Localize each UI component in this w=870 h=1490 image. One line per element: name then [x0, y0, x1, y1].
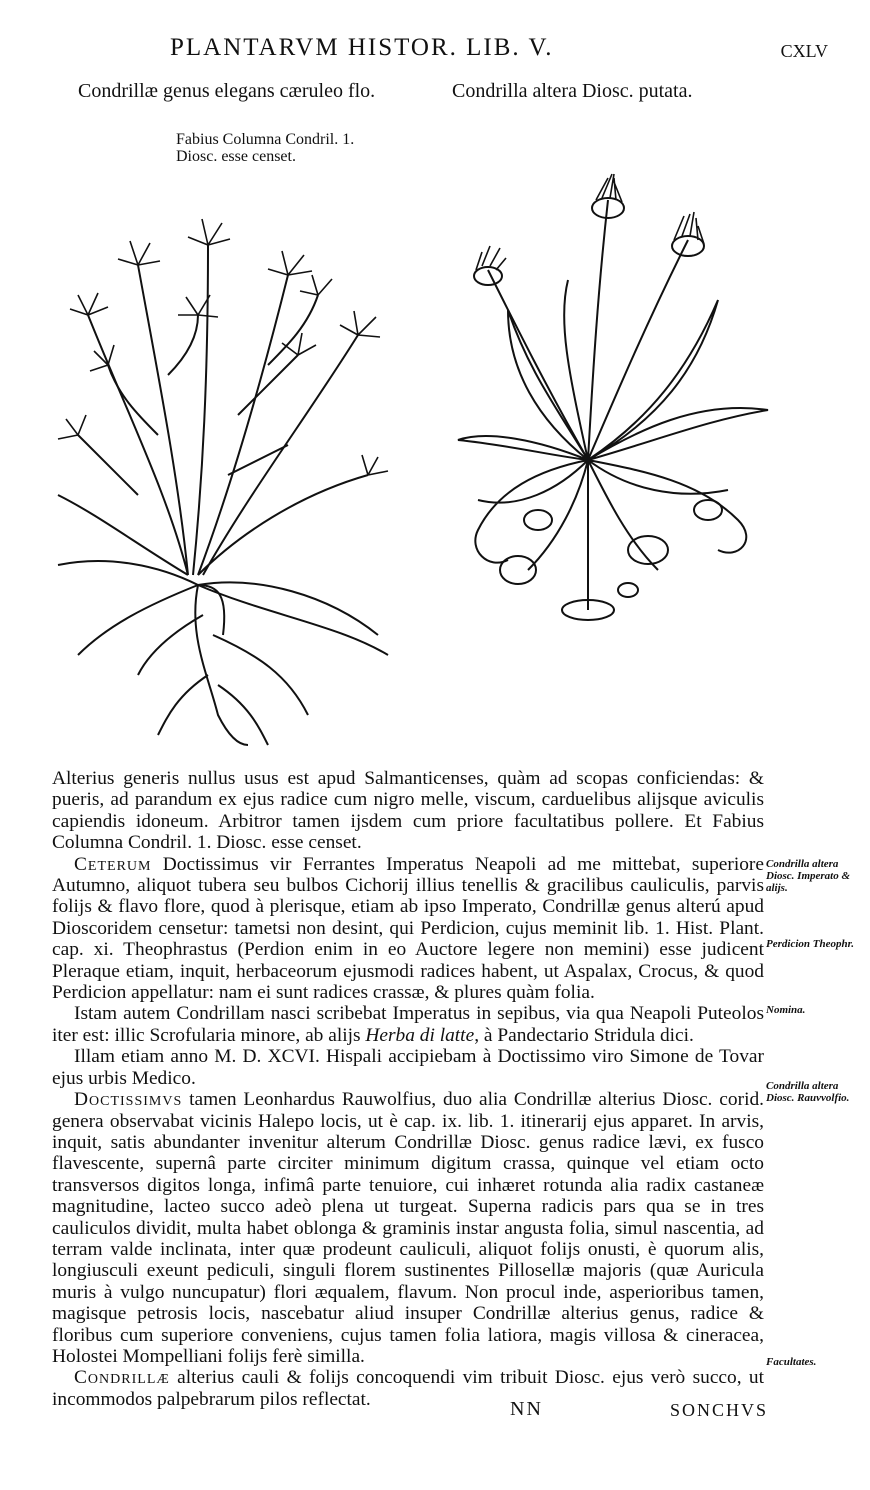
running-title: PLANTARVM HISTOR. LIB. V. — [170, 34, 554, 61]
catchword: SONCHVS — [670, 1400, 769, 1420]
marginal-note: Condrilla altera Diosc. Rauvvolfio. — [766, 1080, 850, 1104]
woodcut-condrilla-caerulea — [38, 115, 418, 755]
paragraph — [52, 1089, 764, 1367]
paragraph — [52, 1367, 764, 1410]
paragraph — [52, 768, 764, 854]
marginal-note: Condrilla altera Diosc. Imperato & alijs. — [766, 858, 851, 894]
figure-caption-left: Condrillæ genus elegans cæruleo flo. — [78, 80, 376, 102]
paragraph-text: Illam etiam anno M. D. XCVI. Hispali accipiebam à Doctissimo viro Simone de Tovar ejus urbis Medico. — [52, 1046, 764, 1089]
paragraph-tail: , à Pandectario Stridula dici. — [474, 1024, 694, 1046]
paragraph — [52, 1003, 764, 1046]
paragraph-lead: Ceterum — [74, 853, 152, 875]
paragraph — [52, 854, 764, 1004]
paragraph-text: tamen Leonhardus Rauwolfius, duo alia Condrillæ alterius Diosc. corid. genera observabat vicinis Halepo locis, ut è cap. ix. lib. 1. itinerarij ejus apparet. In arvis, inquit, satis abundanter invenitur alterum Condrillæ Diosc. genus radice lævi, ex fusco flavescente, supernâ parte circiter minimum digitum crassa, quinque vel etiam octo transversos digitos longa, infimâ parte tenuiore, cui inhæret rotunda alia radix castaneæ magnitudine, lacteo succo adeò plena ut turgeat. Superna radicis pars qua se in tres cauliculos dividit, multa habet oblonga & graminis instar angusta folia, simul nascentia, ad terram valde inclinata, inter quæ prodeunt cauliculi, aliquot folijs onusti, è quorum alis, longiusculi exeunt pediculi, singuli florem sustinentes Pillosellæ majoris (quæ Auricula muris à vulgo nuncupatur) flori æqualem, flavum. Non procul inde, asperioribus tamen, magisque petrosis locis, nascebatur aliud insuper Condrillæ alterius genus, radice & floribus cum superiore conveniens, cujus tamen folia latiora, magis villosa & cineracea, Holostei Mompelliani folijs ferè similla. — [52, 1089, 764, 1367]
marginal-note: Facultates. — [766, 1356, 817, 1368]
paragraph-lead: Doctissimvs — [74, 1089, 183, 1111]
paragraph — [52, 1046, 764, 1089]
paragraph-lead: Condrillæ — [74, 1367, 170, 1389]
paragraph-text: Doctissimus vir Ferrantes Imperatus Neapoli ad me mittebat, superiore Autumno, aliquot tubera seu bulbos Cichorij illius tenellis & gracilibus cauliculis, parvis folijs & flavo flore, quod à plerisque, etiam ab ipso Imperato, Condrillæ genus alterú apud Dioscoridem censetur: tametsi non desint, qui Perdicion, cujus meminit lib. 1. Hist. Plant. cap. xi. Theophrastus (Perdion enim in eo Auctore legere non memini) esse judicent Pleraque etiam, inquit, herbaceorum ejusmodi radices habent, ut Aspalax, Crocus, & quod Perdicion appellatur: nam ei sunt radices crassæ, & plures quàm folia. — [52, 853, 764, 1004]
paragraph-text: Istam autem Condrillam nasci scribebat Imperatus in sepibus, via qua Neapoli Puteolos iter est: illic Scrofularia minore, ab alijs — [52, 1003, 764, 1046]
signature-mark: NN — [510, 1398, 543, 1420]
folio-number: cxlv — [780, 34, 828, 63]
figure-note: Fabius Columna Condril. 1. Diosc. esse censet. — [176, 131, 355, 165]
marginal-note: Perdicion Theophr. — [766, 938, 855, 950]
woodcut-condrilla-altera — [438, 170, 783, 640]
paragraph-text: Alterius generis nullus usus est apud Salmanticenses, quàm ad scopas conficiendas: & pueris, ad parandum ex ejus radice cum nigro melle, viscum, carduelibus alijsque aviculis capiendis idoneum. Arbitror tamen ijsdem cum priore facultatibus pollere. Et Fabius Columna Condril. 1. Diosc. esse censet. — [52, 768, 764, 854]
body-text — [52, 768, 764, 1410]
paragraph-text: alterius cauli & folijs concoquendi vim tribuit Diosc. ejus verò succo, ut incommodos palpebrarum pilos reflectat. — [52, 1367, 764, 1410]
marginal-note: Nomina. — [766, 1004, 806, 1016]
italic-phrase: Herba di latte — [365, 1024, 475, 1046]
figure-caption-right: Condrilla altera Diosc. putata. — [452, 80, 693, 102]
